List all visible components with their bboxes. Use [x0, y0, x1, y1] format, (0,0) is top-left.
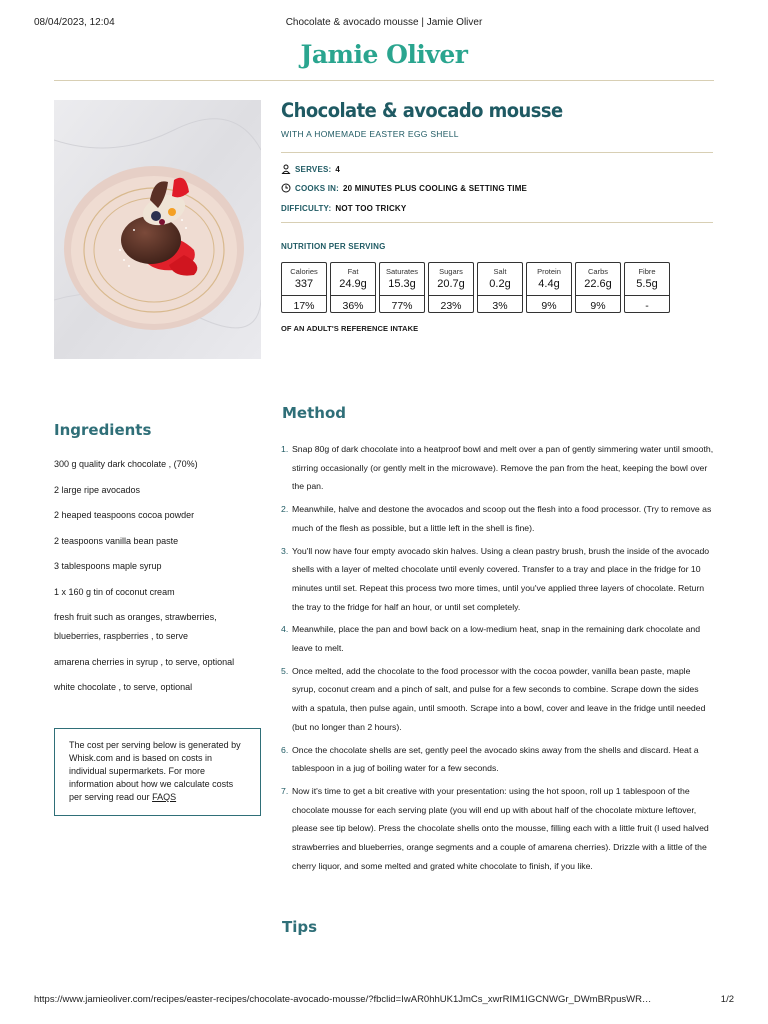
cooks-row — [281, 183, 527, 193]
nutrition-table — [281, 262, 670, 313]
nutrition-cell — [624, 262, 670, 313]
step-text: Once the chocolate shells are set, gently peel the avocado skins away from the shells and discard. Heat a tablespoon in a jug of boiling water for a few seconds. — [292, 744, 699, 774]
nutrition-amount: 337 — [294, 278, 314, 290]
step-text: Now it's time to get a bit creative with your presentation: using the hot spoon, roll up 1 tablespoon of the chocolate mousse for each serving plate (you will end up with about half of the chocolate mixture leftover, please see tip below). Press the chocolate shells onto the mousse, filling each with a little fruit (I used halved strawberries and blueberries, orange segments and a couple of amarena cherries). Drizzle with a little of the cherry liquor, and some melted and grated white chocolate to finish, if you like. — [292, 785, 709, 871]
recipe-title: Chocolate & avocado mousse — [281, 99, 563, 122]
nutrition-cell — [379, 262, 425, 313]
ingredient-item: 1 x 160 g tin of coconut cream — [54, 586, 175, 597]
nutrition-label: Fat — [347, 267, 359, 276]
nutrition-footnote: OF AN ADULT'S REFERENCE INTAKE — [281, 324, 419, 333]
nutrition-percent: 77% — [391, 300, 413, 312]
nutrition-label: Calories — [290, 267, 318, 276]
serves-row — [281, 164, 340, 174]
method-step — [281, 620, 715, 657]
clock-icon — [281, 183, 291, 193]
nutrition-amount: 15.3g — [388, 278, 416, 290]
nutrition-percent: 17% — [293, 300, 315, 312]
divider — [380, 295, 424, 296]
step-number: 1. — [281, 444, 289, 454]
person-icon — [281, 164, 291, 174]
step-number: 2. — [281, 504, 289, 515]
step-text: Meanwhile, place the pan and bowl back on a low-medium heat, snap in the remaining dark chocolate and leave to melt. — [292, 624, 701, 654]
method-step — [281, 500, 715, 537]
method-heading: Method — [282, 404, 346, 422]
cost-info-box — [54, 728, 261, 816]
step-text: You'll now have four empty avocado skin halves. Using a clean pastry brush, brush the inside of the avocado shells with a layer of melted chocolate until evenly covered. Transfer to a tray and place in the fridge for 10 minutes until set. Repeat this process two more times, until you've applied three layers of chocolate. Return the tray to the fridge for half an hour, or until set completely. — [292, 545, 710, 612]
print-title: Chocolate & avocado mousse | Jamie Oliver — [285, 17, 483, 28]
nutrition-amount: 4.4g — [538, 278, 560, 290]
nutrition-label: Carbs — [587, 267, 608, 276]
ingredient-item: 3 tablespoons maple syrup — [54, 561, 162, 571]
nutrition-cell — [575, 262, 621, 313]
brand-logo[interactable]: Jamie Oliver — [300, 40, 468, 69]
nutrition-cell — [477, 262, 523, 313]
method-step — [281, 440, 715, 496]
recipe-photo — [54, 100, 261, 359]
ingredient-item: fresh fruit such as oranges, strawberries, blueberries, raspberries , to serve — [54, 612, 217, 641]
ingredient-item: 2 heaped teaspoons cocoa powder — [54, 510, 195, 520]
divider — [429, 295, 473, 296]
faqs-link[interactable]: FAQS — [152, 792, 177, 802]
step-text: Once melted, add the chocolate to the food processor with the cocoa powder, vanilla bean paste, maple syrup, coconut cream and a pinch of salt, and pulse for a few seconds to combine. Scrape down the sides with a spatula, then pulse again, until smooth. Scrape into a bowl, cover and leave in the fridge until needed (but no longer than 2 hours). — [292, 665, 706, 732]
recipe-subtitle: WITH A HOMEMADE EASTER EGG SHELL — [281, 129, 459, 139]
nutrition-percent: 36% — [342, 300, 364, 312]
step-text: Meanwhile, halve and destone the avocados and scoop out the flesh into a food processor. (Try to remove as much of the flesh as possible, but a little left in the shell is fine). — [292, 504, 712, 533]
serves-label: SERVES: — [295, 164, 332, 174]
nutrition-amount: 0.2g — [489, 278, 511, 290]
serves-value: 4 — [335, 164, 341, 174]
nutrition-percent: 23% — [440, 300, 462, 312]
ingredient-item: 2 teaspoons vanilla bean paste — [54, 535, 179, 546]
ingredient-item: 300 g quality dark chocolate , (70%) — [54, 459, 198, 469]
nutrition-label: Sugars — [439, 267, 463, 276]
difficulty-value: NOT TOO TRICKY — [335, 204, 407, 213]
ingredient-item: 2 large ripe avocados — [54, 484, 141, 495]
nutrition-percent: 3% — [492, 300, 508, 312]
nutrition-label: Saturates — [385, 267, 419, 276]
nutrition-cell — [330, 262, 376, 313]
nutrition-percent: 9% — [590, 300, 606, 312]
cooks-value: 20 MINUTES PLUS COOLING & SETTING TIME — [343, 183, 528, 193]
print-date: 08/04/2023, 12:04 — [34, 17, 115, 28]
cooks-label: COOKS IN: — [295, 183, 340, 193]
nutrition-cell — [281, 262, 327, 313]
method-step — [281, 741, 715, 778]
page-number: 1/2 — [720, 994, 734, 1005]
nutrition-amount: 5.5g — [636, 278, 658, 290]
dessert-plate-illustration — [54, 100, 261, 359]
nutrition-percent: 9% — [541, 300, 557, 312]
divider — [625, 295, 669, 296]
step-number: 4. — [281, 624, 289, 635]
page-url: https://www.jamieoliver.com/recipes/easter-recipes/chocolate-avocado-mousse/?fbclid=IwAR0hhUK1JmCs_xwrRIM1IGCNWGr_DWmBRpusWR… — [34, 994, 652, 1005]
method-step — [281, 782, 715, 876]
nutrition-amount: 24.9g — [339, 278, 367, 290]
step-number: 6. — [281, 744, 289, 755]
difficulty-row — [281, 204, 406, 213]
cost-info-text: The cost per serving below is generated by Whisk.com and is based on costs in individual supermarkets. For more information about how we calculate costs per serving read our — [69, 740, 241, 802]
ingredients-heading: Ingredients — [54, 421, 152, 439]
step-number: 3. — [281, 545, 289, 556]
nutrition-cell — [526, 262, 572, 313]
nutrition-cell — [428, 262, 474, 313]
header-divider — [54, 80, 714, 81]
nutrition-percent: - — [645, 300, 649, 312]
nutrition-label: Fibre — [638, 267, 656, 276]
print-header — [34, 17, 734, 31]
nutrition-label: Protein — [537, 267, 561, 276]
nutrition-label: Salt — [493, 267, 507, 276]
divider — [281, 222, 713, 223]
divider — [281, 152, 713, 153]
difficulty-label: DIFFICULTY: — [281, 204, 332, 213]
divider — [478, 295, 522, 296]
method-step — [281, 542, 715, 617]
divider — [527, 295, 571, 296]
divider — [576, 295, 620, 296]
step-number: 5. — [281, 665, 289, 676]
ingredient-item: white chocolate , to serve, optional — [54, 682, 193, 692]
method-steps — [281, 440, 715, 879]
ingredient-item: amarena cherries in syrup , to serve, optional — [54, 656, 235, 667]
divider — [331, 295, 375, 296]
ingredients-list — [54, 455, 264, 704]
method-step — [281, 662, 715, 737]
step-number: 7. — [281, 785, 289, 796]
step-text: Snap 80g of dark chocolate into a heatproof bowl and melt over a pan of gently simmering water until smooth, stirring occasionally (or gently melt in the microwave). Remove the pan from the heat, keeping the bowl over the pan. — [292, 444, 714, 492]
nutrition-amount: 22.6g — [584, 278, 612, 290]
nutrition-amount: 20.7g — [437, 278, 465, 290]
nutrition-heading: NUTRITION PER SERVING — [281, 242, 386, 251]
divider — [282, 295, 326, 296]
tips-heading: Tips — [282, 918, 318, 936]
